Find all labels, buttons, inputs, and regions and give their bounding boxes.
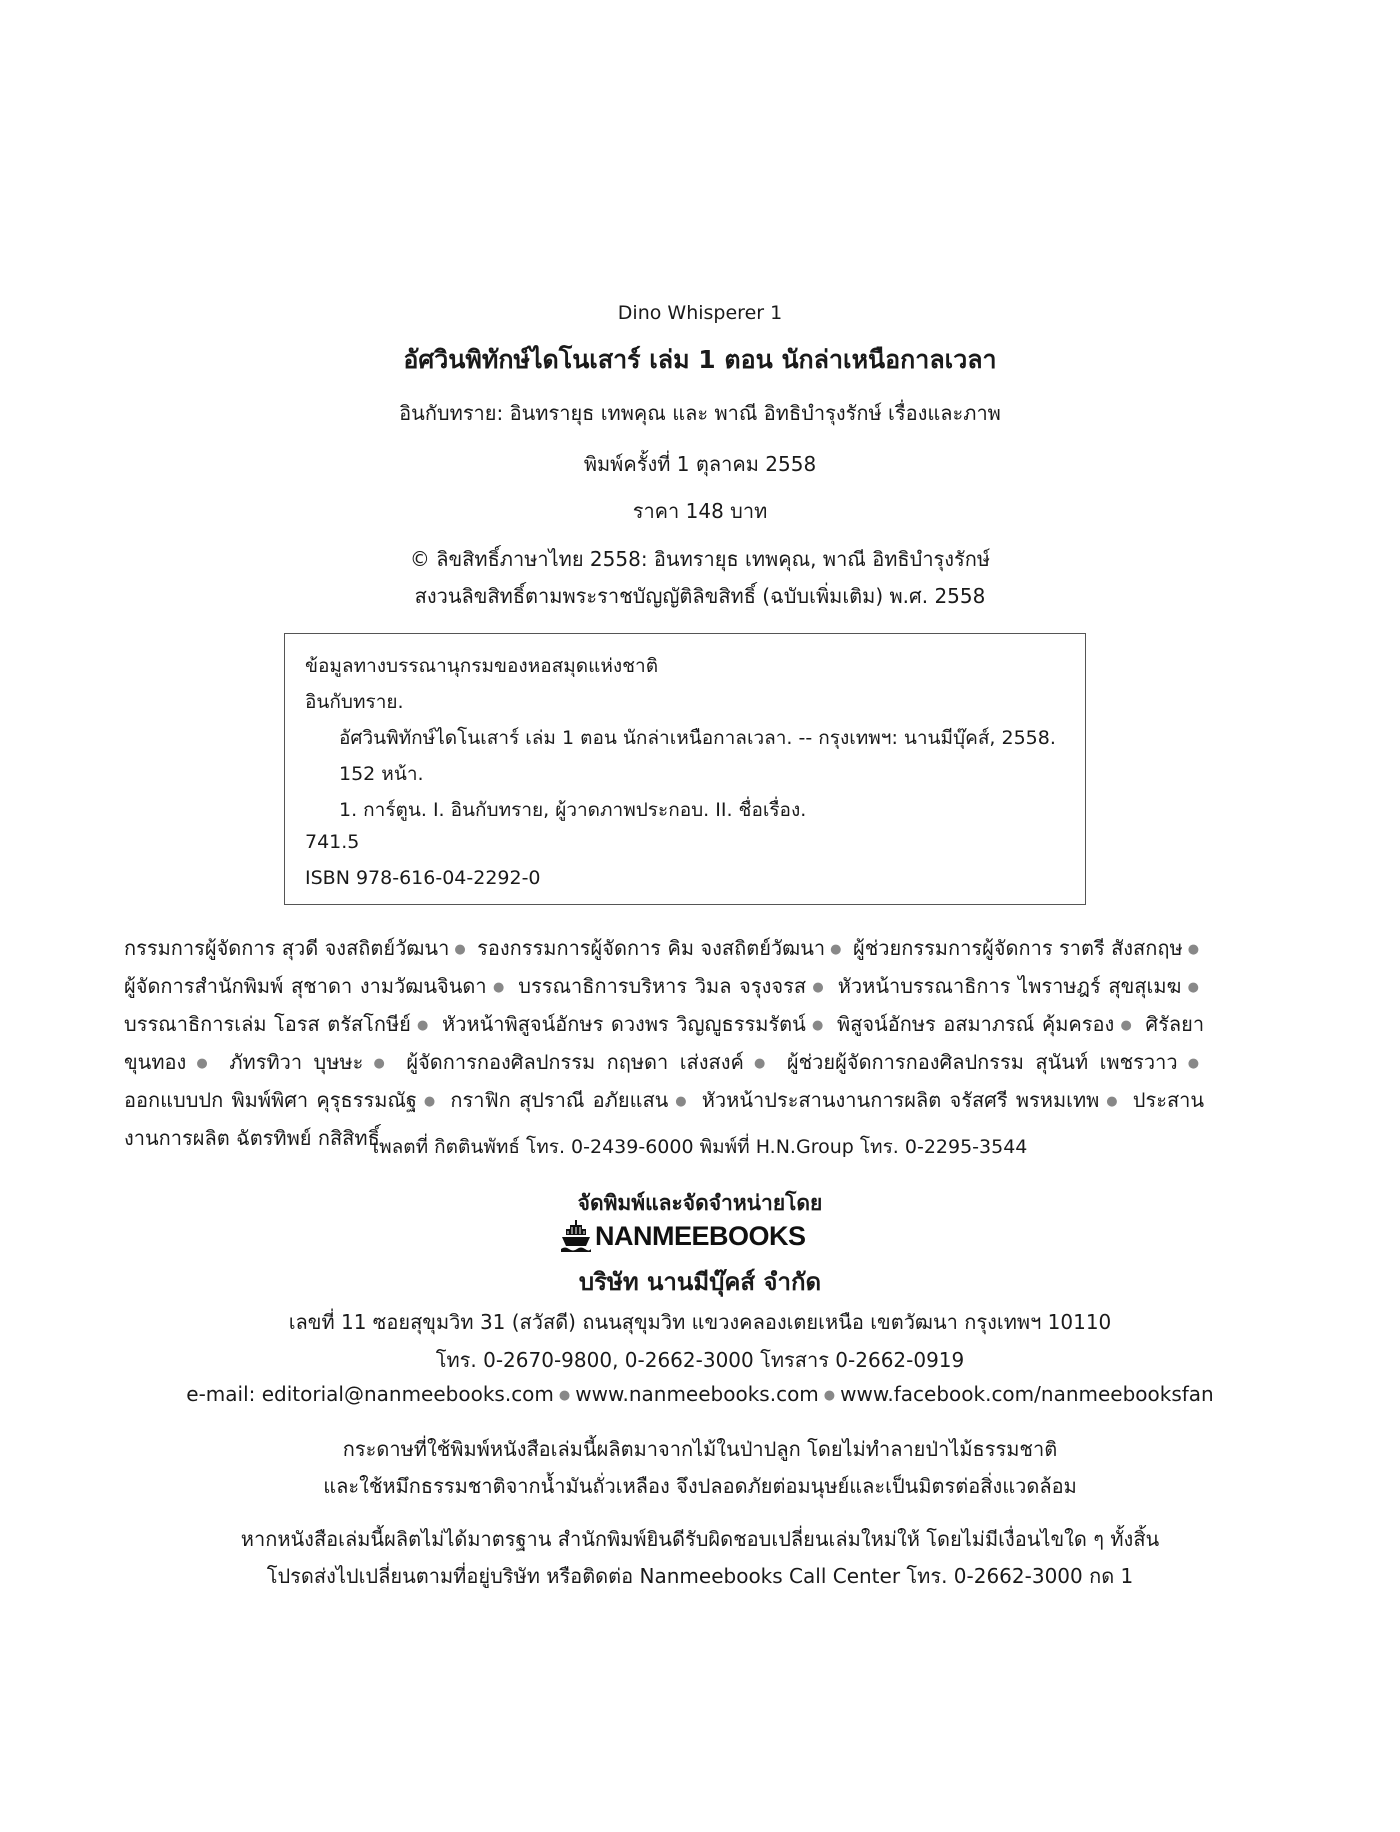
publisher-label: จัดพิมพ์และจัดจำหน่ายโดย xyxy=(577,1191,823,1215)
defect-notice-line-2: โปรดส่งไปเปลี่ยนตามที่อยู่บริษัท หรือติดต่อ Nanmeebooks Call Center โทร. 0-2662-3000 กด 1 xyxy=(266,1564,1134,1588)
bullet-separator: ● xyxy=(558,1388,571,1403)
website-url: www.nanmeebooks.com xyxy=(575,1382,819,1406)
staff-entry: หัวหน้าพิสูจน์อักษร ดวงพร วิญญูธรรมรัตน์ xyxy=(442,1012,806,1036)
bullet-separator: ● xyxy=(491,980,506,995)
contact-line xyxy=(0,1382,1400,1406)
cip-heading: ข้อมูลทางบรรณานุกรมของหอสมุดแห่งชาติ xyxy=(305,655,659,677)
bullet-separator: ● xyxy=(421,1094,438,1109)
defect-notice-line-1: หากหนังสือเล่มนี้ผลิตไม่ได้มาตรฐาน สำนักพิมพ์ยินดีรับผิดชอบเปลี่ยนเล่มใหม่ให้ โดยไม่มีเงื่อนไขใด ๆ ทั้งสิ้น xyxy=(240,1527,1160,1551)
bullet-separator: ● xyxy=(823,1388,836,1403)
cip-subjects: 1. การ์ตูน. I. อินกับทราย, ผู้วาดภาพประกอบ. II. ชื่อเรื่อง. xyxy=(339,799,807,821)
cip-isbn: ISBN 978-616-04-2292-0 xyxy=(305,867,541,889)
staff-entry: ผู้ช่วยกรรมการผู้จัดการ ราตรี สังสกฤษ xyxy=(852,936,1183,960)
email-address: e-mail: editorial@nanmeebooks.com xyxy=(186,1382,554,1406)
cip-data-box xyxy=(284,633,1086,905)
bullet-separator: ● xyxy=(830,942,842,957)
edition-info: พิมพ์ครั้งที่ 1 ตุลาคม 2558 xyxy=(583,452,817,476)
rights-reserved-line: สงวนลิขสิทธิ์ตามพระราชบัญญัติลิขสิทธิ์ (ฉบับเพิ่มเติม) พ.ศ. 2558 xyxy=(414,584,986,608)
bullet-separator: ● xyxy=(415,1018,430,1033)
bullet-separator: ● xyxy=(191,1056,213,1071)
bullet-separator: ● xyxy=(1119,1018,1133,1033)
nanmeebooks-logo xyxy=(561,1216,806,1256)
company-phone: โทร. 0-2670-9800, 0-2662-3000 โทรสาร 0-2662-0919 xyxy=(435,1348,965,1372)
cip-pages: 152 หน้า. xyxy=(339,763,424,785)
bullet-separator: ● xyxy=(811,980,826,995)
logo-wordmark: NANMEEBOOKS xyxy=(595,1220,806,1251)
staff-entry: หัวหน้าประสานงานการผลิต จรัสศรี พรหมเทพ xyxy=(701,1088,1100,1112)
staff-entry: กรรมการผู้จัดการ สุวดี จงสถิตย์วัฒนา xyxy=(124,936,450,960)
staff-credits xyxy=(124,930,1204,1157)
staff-entry: ผู้จัดการสำนักพิมพ์ สุชาดา งามวัฒนจินดา xyxy=(124,974,487,998)
staff-entry: ออกแบบปก พิมพ์พิศา คุรุธรรมณัฐ xyxy=(124,1088,417,1112)
staff-entry: รองกรรมการผู้จัดการ คิม จงสถิตย์วัฒนา xyxy=(477,936,826,960)
bullet-separator: ● xyxy=(1186,980,1200,995)
cip-classification: 741.5 xyxy=(305,831,360,853)
company-name: บริษัท นานมีบุ๊คส์ จำกัด xyxy=(578,1268,822,1296)
original-title: Dino Whisperer 1 xyxy=(617,302,783,324)
author-credit: อินกับทราย: อินทรายุธ เทพคุณ และ พาณี อิทธิบำรุงรักษ์ เรื่องและภาพ xyxy=(399,401,1001,425)
bullet-separator: ● xyxy=(810,1018,825,1033)
staff-entry: บรรณาธิการบริหาร วิมล จรุงจรส xyxy=(518,974,807,998)
staff-entry: กราฟิก สุปราณี อภัยแสน xyxy=(450,1088,669,1112)
company-address: เลขที่ 11 ซอยสุขุมวิท 31 (สวัสดี) ถนนสุขุมวิท แขวงคลองเตยเหนือ เขตวัฒนา กรุงเทพฯ 10110 xyxy=(288,1310,1112,1334)
staff-entry: ภัทรทิวา บุษษะ xyxy=(229,1050,364,1074)
staff-entry: พิสูจน์อักษร อสมาภรณ์ คุ้มครอง xyxy=(836,1012,1115,1036)
bullet-separator: ● xyxy=(673,1094,689,1109)
book-title: อัศวินพิทักษ์ไดโนเสาร์ เล่ม 1 ตอน นักล่าเหนือกาลเวลา xyxy=(403,345,997,374)
paper-notice-line-1: กระดาษที่ใช้พิมพ์หนังสือเล่มนี้ผลิตมาจากไม้ในป่าปลูก โดยไม่ทำลายป่าไม้ธรรมชาติ xyxy=(342,1437,1058,1461)
staff-entry: ศิรัลยา ขุนทอง xyxy=(124,1012,1205,1074)
bullet-separator: ● xyxy=(1187,942,1200,957)
cip-title-entry: อัศวินพิทักษ์ไดโนเสาร์ เล่ม 1 ตอน นักล่าเหนือกาลเวลา. -- กรุงเทพฯ: นานมีบุ๊คส์, 2558. xyxy=(339,727,1056,749)
bullet-separator: ● xyxy=(1182,1056,1200,1071)
copyright-line: © ลิขสิทธิ์ภาษาไทย 2558: อินทรายุธ เทพคุณ, พาณี อิทธิบำรุงรักษ์ xyxy=(409,547,991,571)
paper-notice-line-2: และใช้หมึกธรรมชาติจากน้ำมันถั่วเหลือง จึงปลอดภัยต่อมนุษย์และเป็นมิตรต่อสิ่งแวดล้อม xyxy=(323,1474,1077,1498)
bullet-separator: ● xyxy=(454,942,466,957)
staff-entry: ผู้ช่วยผู้จัดการกองศิลปกรรม สุนันท์ เพชรวาว xyxy=(786,1050,1178,1074)
bullet-separator: ● xyxy=(748,1056,771,1071)
staff-entry: บรรณาธิการเล่ม โอรส ตรัสโกษีย์ xyxy=(124,1012,411,1036)
facebook-url: www.facebook.com/nanmeebooksfan xyxy=(840,1382,1214,1406)
staff-entry: หัวหน้าบรรณาธิการ ไพราษฎร์ สุขสุเมฆ xyxy=(837,974,1182,998)
bullet-separator: ● xyxy=(1104,1094,1120,1109)
staff-entry: ผู้จัดการกองศิลปกรรม กฤษดา เส่งสงค์ xyxy=(406,1050,744,1074)
price: ราคา 148 บาท xyxy=(632,499,768,523)
cip-author: อินกับทราย. xyxy=(305,691,404,713)
bullet-separator: ● xyxy=(368,1056,390,1071)
staff-entry: ประสานงานการผลิต ฉัตรทิพย์ กสิสิทธิ์ xyxy=(124,1088,1205,1150)
ship-icon xyxy=(561,1219,591,1253)
production-credits: เพลตที่ กิตตินพัทธ์ โทร. 0-2439-6000 พิมพ์ที่ H.N.Group โทร. 0-2295-3544 xyxy=(372,1136,1028,1158)
